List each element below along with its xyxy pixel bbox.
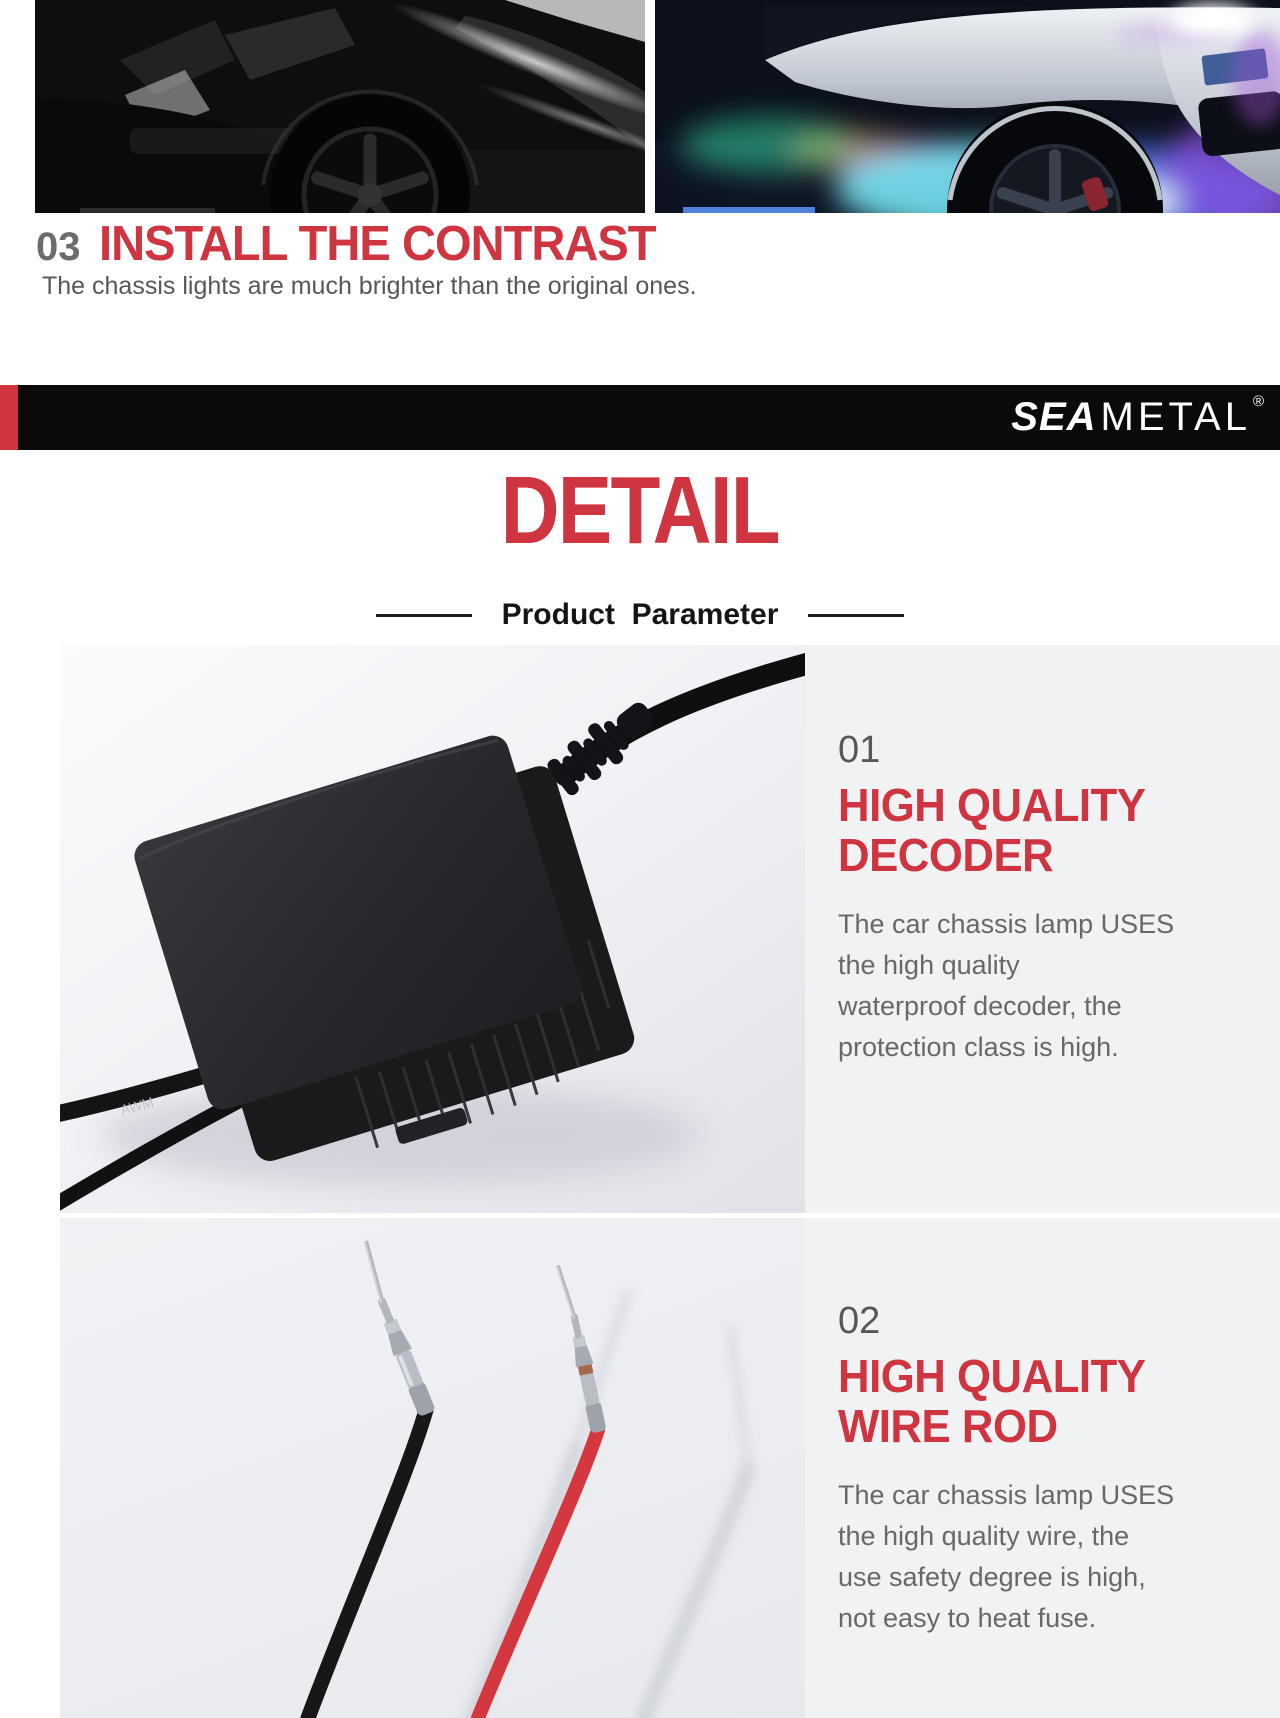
feature-title: HIGH QUALITY DECODER — [838, 779, 1146, 881]
right-rule — [808, 614, 904, 617]
step-number: 03 — [36, 225, 81, 269]
seametal-logo — [1011, 385, 1264, 450]
wire-terminals-illustration — [60, 1218, 805, 1718]
dark-car-illustration — [35, 0, 645, 213]
feature-description: The car chassis lamp USES the high quality wire, the use safety degree is high, not easy to heat fuse. — [838, 1480, 1175, 1633]
feature-number: 02 — [838, 1300, 881, 1342]
feature-description: The car chassis lamp USES the high quality waterproof decoder, the protection class is high. — [838, 909, 1175, 1062]
feature-wire-rod-text-panel — [805, 1218, 1280, 1718]
section-title: INSTALL THE CONTRAST — [98, 217, 656, 271]
logo-metal-text: METAL — [1100, 395, 1251, 439]
product-parameter-row — [0, 598, 1280, 632]
logo-sea-text: SEA — [1011, 395, 1097, 439]
brand-bar-accent-stripe — [0, 385, 18, 450]
photo-decoder-box — [60, 645, 805, 1213]
wire-marking-label: AWM — [118, 1093, 156, 1118]
photo-car-with-rgb-underglow — [655, 0, 1280, 213]
feature-number: 01 — [838, 729, 881, 771]
section-subtitle: The chassis lights are much brighter than the original ones. — [42, 272, 697, 300]
feature-decoder — [60, 645, 1280, 1213]
feature-wire-rod — [60, 1218, 1280, 1718]
photo-wire-terminals — [60, 1218, 805, 1718]
decoder-box-illustration — [60, 645, 805, 1213]
detail-title: DETAIL — [500, 457, 780, 564]
photo-car-without-chassis-lights — [35, 0, 645, 213]
contrast-heading — [36, 216, 678, 272]
feature-title: HIGH QUALITY WIRE ROD — [838, 1350, 1146, 1452]
left-rule — [376, 614, 472, 617]
feature-decoder-text-panel — [805, 645, 1280, 1213]
brand-bar — [0, 385, 1280, 450]
registered-trademark-icon: ® — [1252, 393, 1264, 410]
rgb-underglow-car-illustration — [655, 0, 1280, 213]
product-parameter-label: Product Parameter — [501, 598, 779, 631]
